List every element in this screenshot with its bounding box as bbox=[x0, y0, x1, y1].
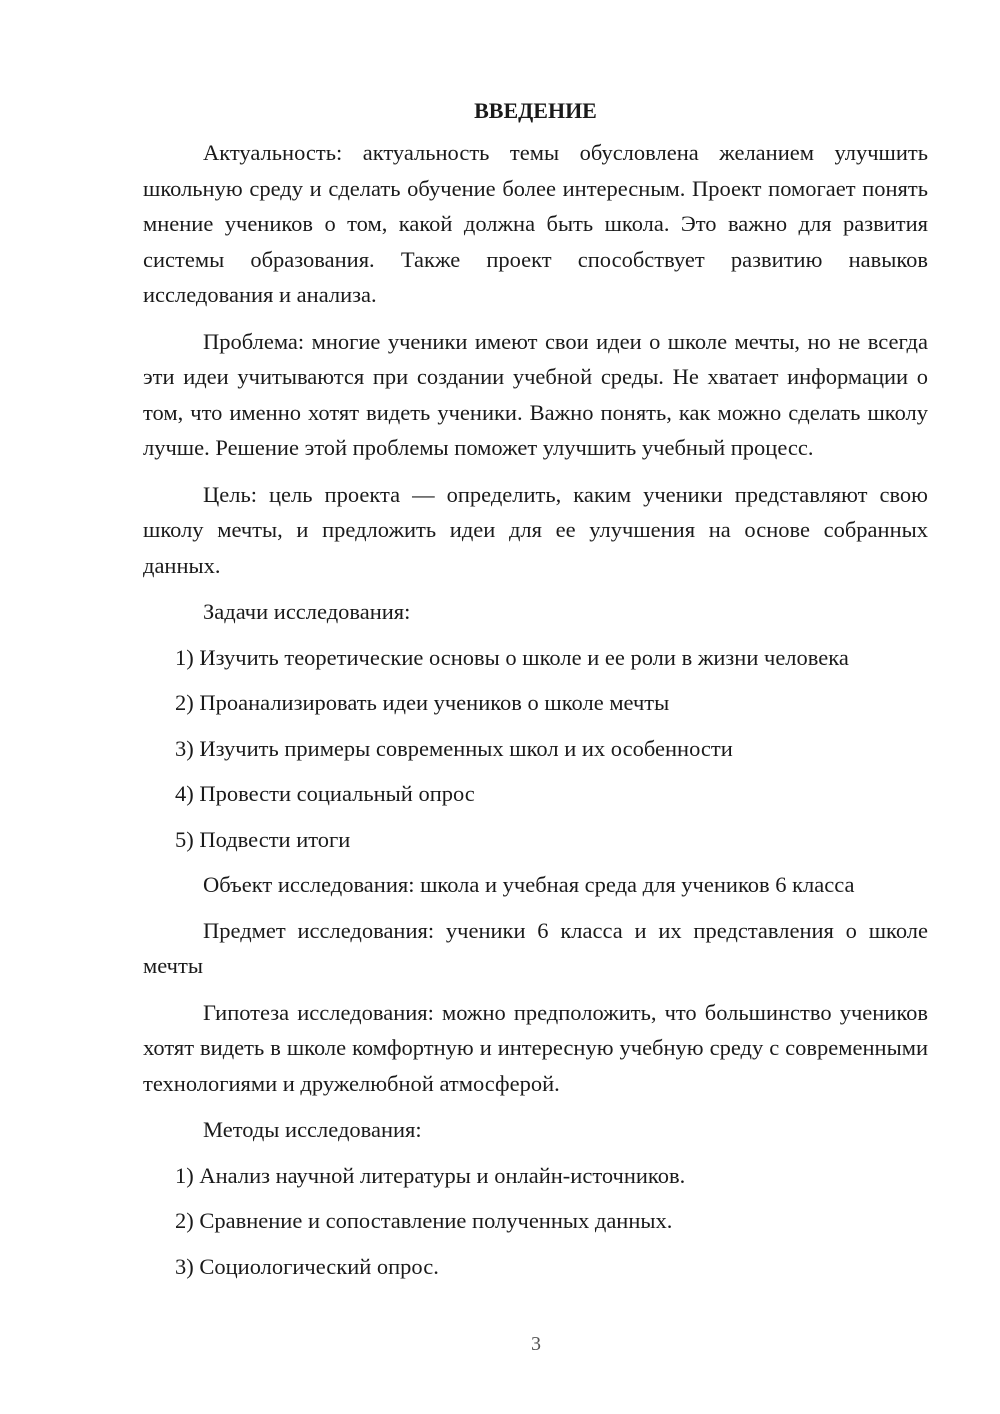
problem-paragraph: Проблема: многие ученики имеют свои идеи о школе мечты, но не всегда эти идеи учитываются при создании учебной среды. Не хватает информации о том, что именно хотят видеть ученики. Важно понять, как можно сделать школу лучше. Решение этой проблемы поможет улучшить учебный процесс. bbox=[143, 328, 928, 460]
method-item-1: 1) Анализ научной литературы и онлайн-источников. bbox=[175, 1162, 686, 1188]
hypothesis-paragraph: Гипотеза исследования: можно предположить, что большинство учеников хотят видеть в школе комфортную и интересную учебную среду с современными технологиями и дружелюбной атмосферой. bbox=[143, 999, 928, 1096]
page-number: 3 bbox=[531, 1333, 541, 1355]
relevance-paragraph: Актуальность: актуальность темы обусловлена желанием улучшить школьную среду и сделать обучение более интересным. Проект помогает понять мнение учеников о том, какой должна быть школа. Это важно для развития системы образования. Также проект способствует развитию навыков исследования и анализа. bbox=[143, 140, 928, 307]
task-item-3: 3) Изучить примеры современных школ и их особенности bbox=[175, 735, 733, 761]
page-title: ВВЕДЕНИЕ bbox=[474, 98, 597, 123]
methods-title: Методы исследования: bbox=[203, 1117, 422, 1142]
goal-paragraph: Цель: цель проекта — определить, каким ученики представляют свою школу мечты, и предложить идеи для ее улучшения на основе собранных данных. bbox=[143, 481, 928, 578]
task-item-5: 5) Подвести итоги bbox=[175, 826, 351, 852]
method-item-3: 3) Социологический опрос. bbox=[175, 1253, 439, 1279]
method-item-2: 2) Сравнение и сопоставление полученных данных. bbox=[175, 1208, 673, 1233]
task-item-1: 1) Изучить теоретические основы о школе и ее роли в жизни человека bbox=[175, 644, 849, 670]
document-page bbox=[143, 96, 928, 1294]
task-item-2: 2) Проанализировать идеи учеников о школе мечты bbox=[175, 690, 670, 715]
tasks-title: Задачи исследования: bbox=[203, 599, 411, 624]
object-line: Объект исследования: школа и учебная среда для учеников 6 класса bbox=[203, 872, 855, 897]
subject-paragraph: Предмет исследования: ученики 6 класса и их представления о школе мечты bbox=[143, 917, 928, 978]
task-item-4: 4) Провести социальный опрос bbox=[175, 781, 475, 806]
